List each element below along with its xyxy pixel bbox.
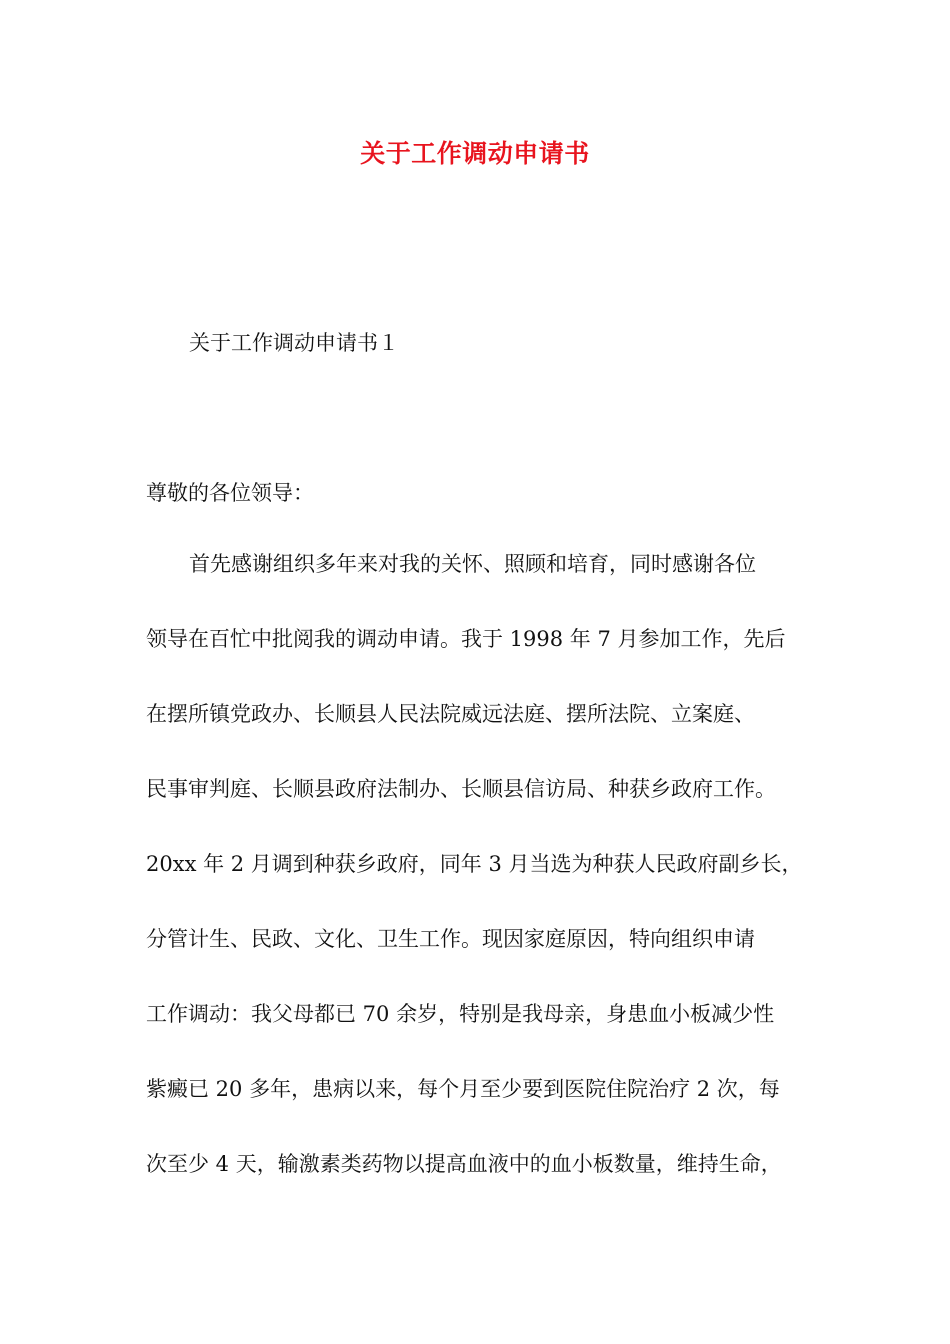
body-line: 在摆所镇党政办、长顺县人民法院威远法庭、摆所法院、立案庭、 <box>146 702 755 726</box>
body-line: 次至少 4 天，输激素类药物以提高血液中的血小板数量，维持生命， <box>146 1152 782 1176</box>
body-line: 分管计生、民政、文化、卫生工作。现因家庭原因，特向组织申请 <box>146 927 755 951</box>
document-title: 关于工作调动申请书 <box>360 139 590 168</box>
body-line: 首先感谢组织多年来对我的关怀、照顾和培育，同时感谢各位 <box>189 552 756 576</box>
body-line: 20xx 年 2 月调到种获乡政府，同年 3 月当选为种获人民政府副乡长， <box>146 852 803 876</box>
body-line: 民事审判庭、长顺县政府法制办、长顺县信访局、种获乡政府工作。 <box>146 777 776 801</box>
body-line: 工作调动：我父母都已 70 余岁，特别是我母亲，身患血小板减少性 <box>146 1002 775 1026</box>
body-line: 领导在百忙中批阅我的调动申请。我于 1998 年 7 月参加工作，先后 <box>146 627 786 651</box>
section-heading: 关于工作调动申请书１ <box>189 331 399 355</box>
body-line: 紫癜已 20 多年，患病以来，每个月至少要到医院住院治疗 2 次，每 <box>146 1077 780 1101</box>
salutation: 尊敬的各位领导： <box>146 481 314 505</box>
body-text <box>146 550 826 1225</box>
